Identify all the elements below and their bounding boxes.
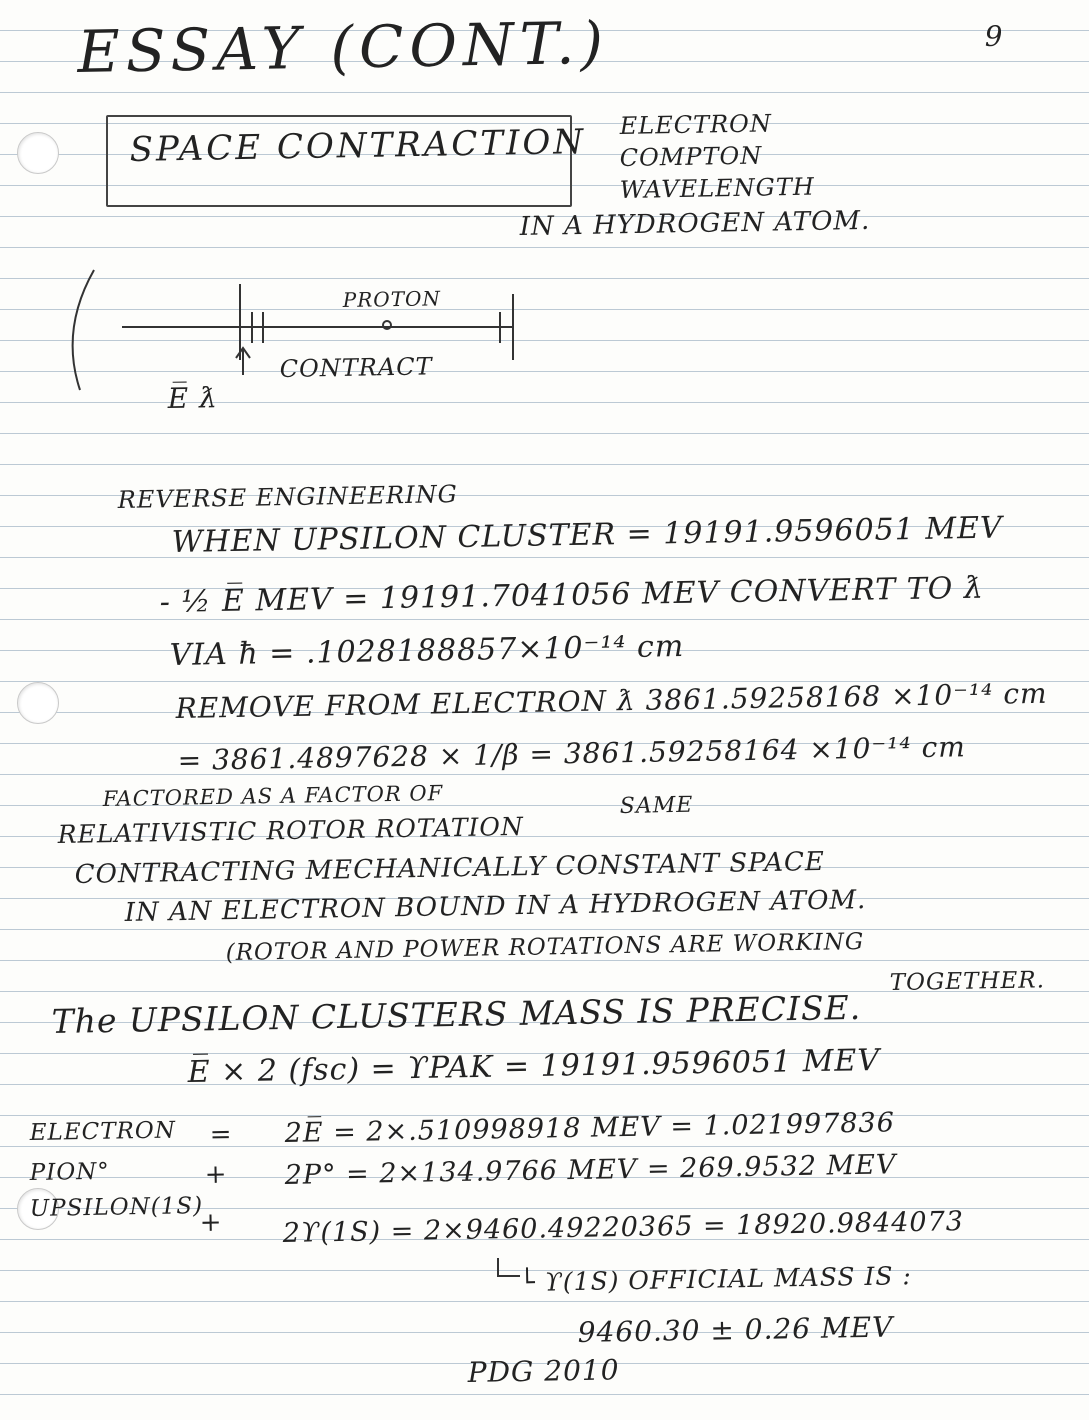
body-line-8: SAME xyxy=(619,792,694,819)
page-number: 9 xyxy=(984,19,1004,53)
table-formula-3: 2ϒ(1S) = 2×9460.49220365 = 18920.9844073 xyxy=(282,1206,965,1249)
citation: PDG 2010 xyxy=(467,1353,620,1389)
proton-label: PROTON xyxy=(342,286,442,312)
precise-line: The UPSILON CLUSTERS MASS IS PRECISE. xyxy=(51,987,862,1041)
table-label-upsilon: UPSILON(1S) xyxy=(29,1192,204,1222)
official-mass-value: 9460.30 ± 0.26 MEV xyxy=(577,1310,894,1349)
body-line-5: REMOVE FROM ELECTRON ƛ 3861.59258168 ×10⁻¹⁴ cm xyxy=(175,676,1048,725)
side-note-line-4: IN A HYDROGEN ATOM. xyxy=(519,205,871,242)
side-note-line-1: ELECTRON xyxy=(619,109,773,140)
side-note-line-2: COMPTON xyxy=(619,141,763,172)
body-line-3: - ½ E̅ MEV = 19191.7041056 MEV CONVERT TO ƛ xyxy=(159,570,985,620)
body-line-9: RELATIVISTIC ROTOR ROTATION xyxy=(57,811,525,849)
body-line-10: CONTRACTING MECHANICALLY CONSTANT SPACE xyxy=(74,846,826,890)
side-note-line-3: WAVELENGTH xyxy=(619,172,816,204)
diagram-bracket xyxy=(73,270,94,390)
table-label-electron: ELECTRON xyxy=(29,1117,177,1146)
body-line-2: WHEN UPSILON CLUSTER = 19191.9596051 MEV xyxy=(171,510,1003,560)
table-formula-2: 2P° = 2×134.9766 MEV = 269.9532 MEV xyxy=(284,1149,897,1191)
proton-point xyxy=(383,321,391,329)
body-line-1: REVERSE ENGINEERING xyxy=(117,480,458,514)
contract-label: CONTRACT xyxy=(279,352,433,383)
body-line-12: (ROTOR AND POWER ROTATIONS ARE WORKING xyxy=(225,928,865,966)
table-formula-1: 2E̅ = 2×.510998918 MEV = 1.021997836 xyxy=(284,1107,896,1149)
body-line-13: TOGETHER. xyxy=(889,967,1046,996)
table-operator-2: + xyxy=(204,1159,228,1190)
page-title: ESSAY (CONT.) xyxy=(76,8,610,86)
table-label-pion: PION° xyxy=(29,1158,111,1186)
binder-hole-middle xyxy=(17,682,59,724)
body-line-6: = 3861.4897628 × 1/β = 3861.59258164 ×10⁻¹⁴ cm xyxy=(177,730,967,777)
table-operator-3: + xyxy=(199,1207,223,1238)
body-line-4: VIA ħ = .1028188857×10⁻¹⁴ cm xyxy=(169,629,685,673)
contract-arrow xyxy=(236,348,250,375)
equation-line: E̅ × 2 (fsc) = ϒPAK = 19191.9596051 MEV xyxy=(187,1042,881,1090)
body-line-7: FACTORED AS A FACTOR OF xyxy=(102,781,444,811)
table-operator-1: = xyxy=(209,1119,233,1150)
boxed-title: SPACE CONTRACTION xyxy=(129,122,587,170)
table-bracket xyxy=(498,1258,520,1276)
official-mass-note: └ ϒ(1S) OFFICIAL MASS IS : xyxy=(519,1261,913,1297)
electron-wavelength-label: E̅ ƛ xyxy=(167,381,219,415)
body-line-11: IN AN ELECTRON BOUND IN A HYDROGEN ATOM. xyxy=(124,885,867,928)
binder-hole-top xyxy=(17,132,59,174)
